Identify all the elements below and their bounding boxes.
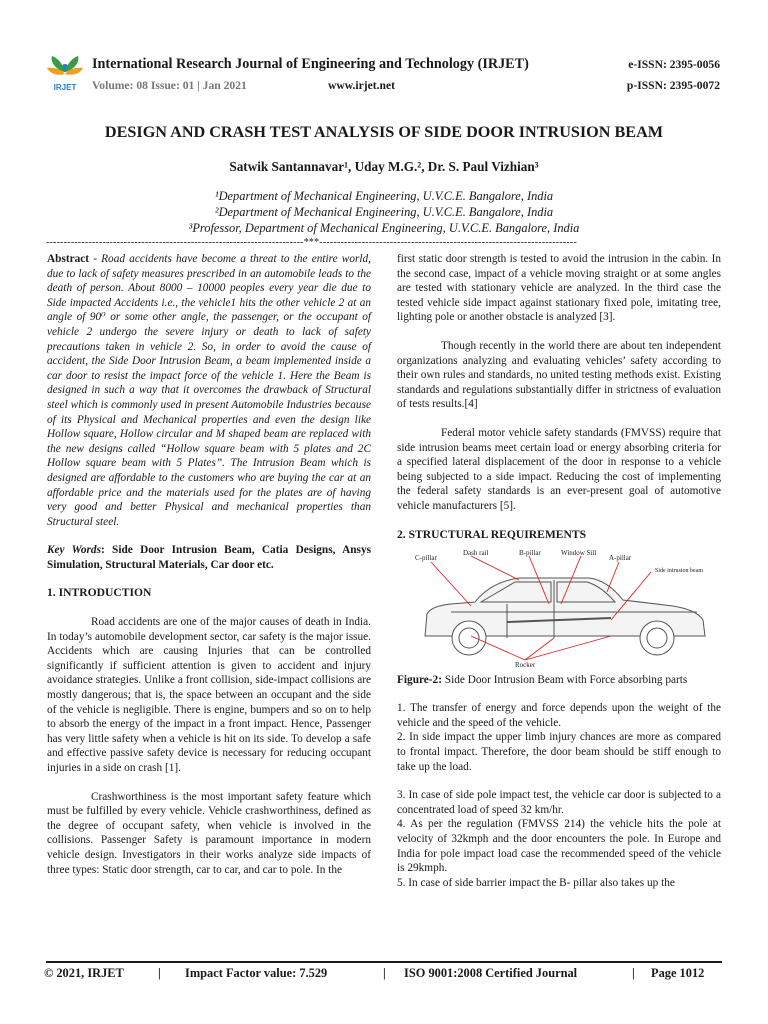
- left-column: [47, 252, 371, 877]
- label-a-pillar: A-pillar: [609, 554, 632, 563]
- e-issn: e-ISSN: 2395-0056: [628, 58, 720, 71]
- figure-caption: [397, 673, 721, 688]
- keywords-text: : Side Door Intrusion Beam, Catia Designs, Ansys Simulation, Structural Materials, Car door etc.: [47, 544, 371, 571]
- right-column: [397, 252, 721, 890]
- abstract: [47, 252, 371, 529]
- list-item: 2. In side impact the upper limb injury chances are more as compared to frontal impact. Therefore, the door beam should be stiff enough to take up the load.: [397, 731, 721, 773]
- section-heading-structural: 2. STRUCTURAL REQUIREMENTS: [397, 527, 587, 541]
- p-issn: p-ISSN: 2395-0072: [626, 79, 720, 92]
- abstract-text: - Road accidents have become a threat to the entire world, due to lack of safety measures prescribed in an automobile leads to the death of person. About 8000 – 10000 peoples every year die due to Side impacted Accidents i.e., the vehicle1 hits the other vehicle 2 at an angle of 90⁰ or some other angle, the passenger, or the occupant of vehicle 2 undergo the severe injury or death to lack of safety precautions taken in vehicle 2. So, in order to avoid the cause of accident, the Side Door Intrusion Beam, a beam implemented inside a car door to resist the impact force of the vehicle 1. Here the Beam is designed in such a way that it overcomes the drawback of Structural steel which is commonly used in present Automobile Industries because of its Physical and Mechanical properties and even the design like Hollow square, Hollow circular and M shaped beam are replaced with the new designs called “Hollow square beam with 5 plates and 2C Hollow square beam with 5 Plates”. The Intrusion Beam which is designed are affordable to the customers who are buying the car at an affordable price and the materials used for the plates are of having very good and better Physical and mechanical properties than Structural steel.: [47, 253, 371, 528]
- journal-header: [44, 52, 724, 96]
- paragraph: first static door strength is tested to avoid the intrusion in the cabin. In the second case, impact of a vehicle moving straight or at some angles are tested with stationary vehicle are analyzed. In the third case the tested vehicle side impact against stationary fixed pole, imitating tree, lighting pole or another obstacle is analyzed [3].: [397, 253, 721, 324]
- footer-separator: |: [158, 966, 161, 980]
- paragraph: Federal motor vehicle safety standards (FMVSS) require that side intrusion beams meet certain load or energy absorbing criteria for a specified lateral displacement of the door in response to a vehicle being subjected to a side impact. Reducing the cost of implementing the federal safety standards is an ever-present goal of automotive vehicle manufacturers [5].: [397, 426, 721, 512]
- list-item: 4. As per the regulation (FMVSS 214) the vehicle hits the pole at velocity of 32kmph and the door encounters the pole. In Europe and India for pole impact load case the recommended speed of the vehicle is 29kmph.: [397, 818, 721, 875]
- caption-label: Figure-2:: [397, 673, 442, 686]
- website-link[interactable]: www.irjet.net: [328, 79, 395, 92]
- footer-separator: |: [383, 966, 386, 980]
- label-dash-rail: Dash rail: [463, 549, 489, 558]
- list-item: 1. The transfer of energy and force depends upon the weight of the vehicle and the speed of the vehicle.: [397, 702, 721, 729]
- paragraph: Crashworthiness is the most important safety feature which must be fulfilled by every vehicle. Vehicle crashworthiness, defined as the degree of occupant safety, when vehicle is involved in the collisions. Passenger Safety is paramount importance in modern vehicle design. Investigators in their works analyze side impacts of three types: Static door strength, car to car, and car to pole. In the: [47, 790, 371, 876]
- footer-copyright: © 2021, IRJET: [44, 966, 124, 980]
- footer-divider: [46, 961, 722, 963]
- list-item: 5. In case of side barrier impact the B- pillar also takes up the: [397, 876, 675, 889]
- label-window-sill: Window Sill: [561, 549, 597, 558]
- footer-iso: ISO 9001:2008 Certified Journal: [404, 966, 578, 980]
- footer-impact-factor: Impact Factor value: 7.529: [185, 966, 328, 980]
- keywords-label: Key Words: [47, 544, 101, 557]
- label-c-pillar: C-pillar: [415, 554, 437, 563]
- label-rocker: Rocker: [515, 661, 536, 669]
- volume-line: Volume: 08 Issue: 01 | Jan 2021: [92, 79, 247, 92]
- label-b-pillar: B-pillar: [519, 549, 541, 558]
- affiliation-3: ³Professor, Department of Mechanical Engineering, U.V.C.E. Bangalore, India: [188, 221, 580, 235]
- affiliation-1: ¹Department of Mechanical Engineering, U.V.C.E. Bangalore, India: [214, 189, 554, 203]
- footer-page-number: Page 1012: [651, 966, 705, 980]
- abstract-label: Abstract: [47, 253, 90, 265]
- author-list: Satwik Santannavar¹, Uday M.G.², Dr. S. Paul Vizhian³: [229, 159, 539, 174]
- caption-text: Side Door Intrusion Beam with Force absorbing parts: [441, 673, 688, 686]
- car-side-figure: [411, 548, 721, 668]
- paper-title: DESIGN AND CRASH TEST ANALYSIS OF SIDE DOOR INTRUSION BEAM: [104, 123, 664, 141]
- affiliation-2: ²Department of Mechanical Engineering, U.V.C.E. Bangalore, India: [214, 205, 554, 219]
- keywords: [47, 543, 371, 572]
- list-item: 3. In case of side pole impact test, the vehicle car door is subjected to a concentrated load of speed 32 km/hr.: [397, 789, 721, 816]
- footer-separator: |: [632, 966, 635, 980]
- section-heading-introduction: 1. INTRODUCTION: [47, 586, 152, 600]
- irjet-logo-icon: [44, 52, 86, 94]
- paragraph: Though recently in the world there are about ten independent organizations analyzing and evaluating vehicles’ safety according to their own rules and standards, no united testing methods exist. Existing standards and regulations substantially differ in strictness of evaluation of tests results.[4]: [397, 339, 721, 411]
- logo-text: IRJET: [53, 83, 77, 92]
- paragraph: Road accidents are one of the major causes of death in India. In today’s automobile development sector, car safety is the major issue. Accidents which are causing Injuries that can be controlled significantly if sufficient attention is given to accident and injury avoidance strategies. Unlike a front collision, side-impact collisions are mostly dangerous; that is, the space between an occupant and the side of the vehicle is negligible. There is engine, bumpers and so on to help to absorb the energy of the impact in a front impact. Hence, Passenger has very little safety when a vehicle is hit on its side. To develop a safe and effective passive safety device is necessary for reducing occupant injuries in a side on crash [1].: [47, 616, 371, 774]
- label-side-intrusion-beam: Side intrusion beam: [655, 568, 703, 575]
- separator-line: -------------------------------------------------------------------------***-------------------------------------------------------------------------: [46, 237, 577, 248]
- journal-name: International Research Journal of Engineering and Technology (IRJET): [92, 56, 529, 72]
